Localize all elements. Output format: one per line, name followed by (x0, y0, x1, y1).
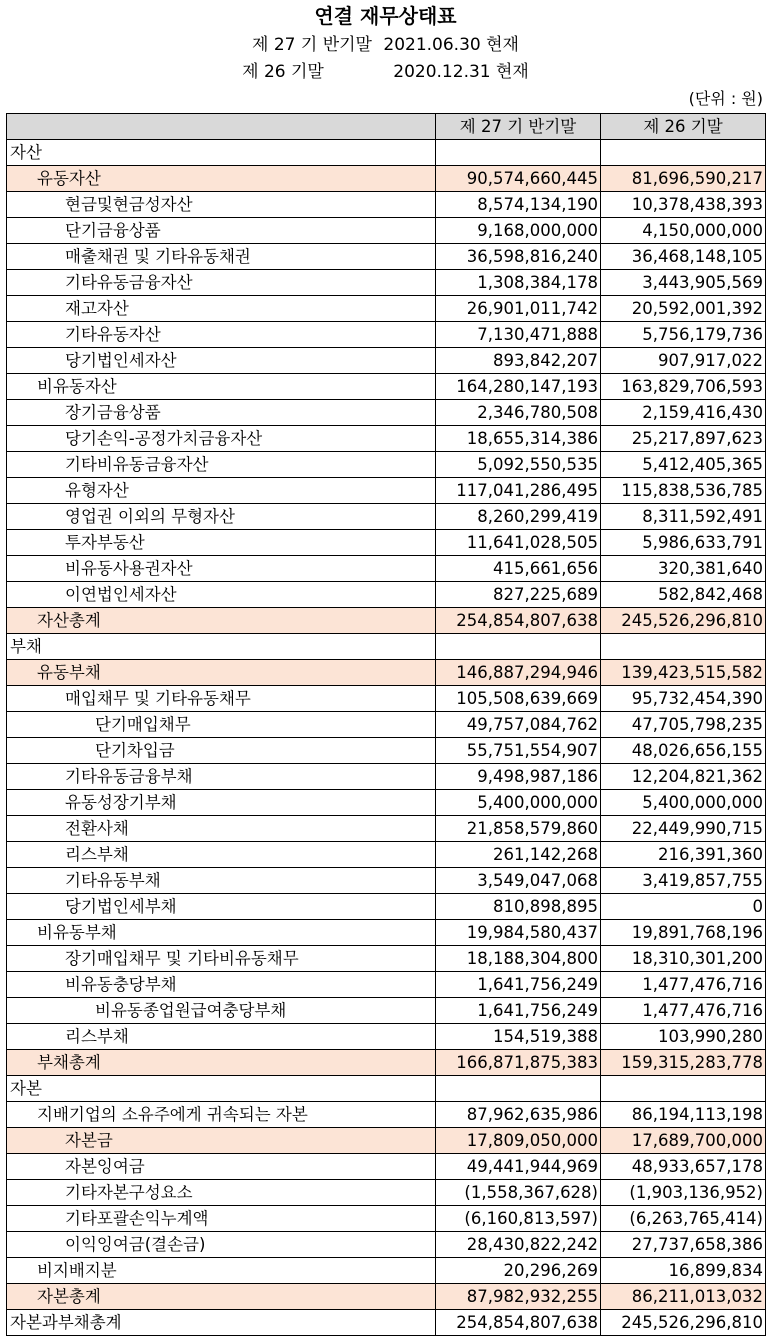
prior-period-value-cell: 27,737,658,386 (601, 1232, 766, 1258)
table-row (7, 1284, 766, 1310)
prior-period-value-cell: 95,732,454,390 (601, 686, 766, 712)
period-prior-date: 2020.12.31 현재 (393, 62, 529, 82)
account-name-cell: 부채 (7, 634, 436, 660)
current-period-value-cell: (6,160,813,597) (436, 1206, 601, 1232)
current-period-value-cell: 5,092,550,535 (436, 452, 601, 478)
account-name-cell: 이익잉여금(결손금) (7, 1232, 436, 1258)
current-period-value-cell: 55,751,554,907 (436, 738, 601, 764)
current-period-value-cell: 2,346,780,508 (436, 400, 601, 426)
table-row (7, 998, 766, 1024)
prior-period-value-cell: 1,477,476,716 (601, 972, 766, 998)
prior-period-value-cell: 20,592,001,392 (601, 296, 766, 322)
prior-period-value-cell: 3,419,857,755 (601, 868, 766, 894)
account-name-cell: 매출채권 및 기타유동채권 (7, 244, 436, 270)
table-row (7, 400, 766, 426)
prior-period-value-cell: 22,449,990,715 (601, 816, 766, 842)
table-row (7, 374, 766, 400)
table-row (7, 426, 766, 452)
prior-period-value-cell: 86,194,113,198 (601, 1102, 766, 1128)
table-row (7, 1180, 766, 1206)
table-row (7, 322, 766, 348)
prior-period-value-cell: 8,311,592,491 (601, 504, 766, 530)
account-name-cell: 장기금융상품 (7, 400, 436, 426)
table-row (7, 686, 766, 712)
account-name-cell: 현금및현금성자산 (7, 192, 436, 218)
table-row (7, 296, 766, 322)
current-period-value-cell: 21,858,579,860 (436, 816, 601, 842)
period-current-date: 2021.06.30 현재 (383, 35, 519, 55)
account-name-cell: 단기매입채무 (7, 712, 436, 738)
current-period-value-cell: 105,508,639,669 (436, 686, 601, 712)
prior-period-value-cell: 2,159,416,430 (601, 400, 766, 426)
header-account (7, 114, 436, 140)
header-prior-period: 제 26 기말 (601, 114, 766, 140)
account-name-cell: 부채총계 (7, 1050, 436, 1076)
current-period-value-cell: 154,519,388 (436, 1024, 601, 1050)
period-current (0, 33, 771, 57)
account-name-cell: 비유동부채 (7, 920, 436, 946)
current-period-value-cell: 5,400,000,000 (436, 790, 601, 816)
period-prior (0, 60, 771, 84)
prior-period-value-cell: 5,986,633,791 (601, 530, 766, 556)
table-row (7, 556, 766, 582)
current-period-value-cell: 415,661,656 (436, 556, 601, 582)
account-name-cell: 유동부채 (7, 660, 436, 686)
account-name-cell: 비유동자산 (7, 374, 436, 400)
prior-period-value-cell: 25,217,897,623 (601, 426, 766, 452)
prior-period-value-cell: 47,705,798,235 (601, 712, 766, 738)
current-period-value-cell (436, 1076, 601, 1102)
statement-title: 연결 재무상태표 (314, 4, 457, 28)
account-name-cell: 재고자산 (7, 296, 436, 322)
prior-period-value-cell: 245,526,296,810 (601, 1310, 766, 1336)
table-row (7, 894, 766, 920)
table-row (7, 218, 766, 244)
account-name-cell: 전환사채 (7, 816, 436, 842)
account-name-cell: 매입채무 및 기타유동채무 (7, 686, 436, 712)
current-period-value-cell (436, 634, 601, 660)
prior-period-value-cell: 4,150,000,000 (601, 218, 766, 244)
current-period-value-cell: 254,854,807,638 (436, 608, 601, 634)
table-row (7, 166, 766, 192)
prior-period-value-cell: 3,443,905,569 (601, 270, 766, 296)
prior-period-value-cell: 582,842,468 (601, 582, 766, 608)
prior-period-value-cell: 5,400,000,000 (601, 790, 766, 816)
account-name-cell: 자본과부채총계 (7, 1310, 436, 1336)
prior-period-value-cell: 103,990,280 (601, 1024, 766, 1050)
account-name-cell: 자본총계 (7, 1284, 436, 1310)
table-row (7, 1050, 766, 1076)
current-period-value-cell: 49,441,944,969 (436, 1154, 601, 1180)
table-row (7, 712, 766, 738)
current-period-value-cell: 36,598,816,240 (436, 244, 601, 270)
table-row (7, 452, 766, 478)
current-period-value-cell: 7,130,471,888 (436, 322, 601, 348)
prior-period-value-cell: 10,378,438,393 (601, 192, 766, 218)
table-row (7, 1102, 766, 1128)
account-name-cell: 유동자산 (7, 166, 436, 192)
prior-period-value-cell: 36,468,148,105 (601, 244, 766, 270)
current-period-value-cell: 810,898,895 (436, 894, 601, 920)
account-name-cell: 당기법인세자산 (7, 348, 436, 374)
prior-period-value-cell: 17,689,700,000 (601, 1128, 766, 1154)
account-name-cell: 당기손익-공정가치금융자산 (7, 426, 436, 452)
table-row (7, 140, 766, 166)
prior-period-value-cell: 159,315,283,778 (601, 1050, 766, 1076)
prior-period-value-cell: 115,838,536,785 (601, 478, 766, 504)
prior-period-value-cell: 48,026,656,155 (601, 738, 766, 764)
account-name-cell: 자본금 (7, 1128, 436, 1154)
current-period-value-cell: 9,168,000,000 (436, 218, 601, 244)
table-row (7, 530, 766, 556)
current-period-value-cell: 1,641,756,249 (436, 972, 601, 998)
current-period-value-cell: 8,574,134,190 (436, 192, 601, 218)
prior-period-value-cell: 216,391,360 (601, 842, 766, 868)
current-period-value-cell: 261,142,268 (436, 842, 601, 868)
header-current-period: 제 27 기 반기말 (436, 114, 601, 140)
table-row (7, 1076, 766, 1102)
table-row (7, 478, 766, 504)
table-row (7, 1206, 766, 1232)
table-body (7, 140, 766, 1336)
current-period-value-cell: 11,641,028,505 (436, 530, 601, 556)
table-row (7, 1232, 766, 1258)
current-period-value-cell: 254,854,807,638 (436, 1310, 601, 1336)
current-period-value-cell: 1,641,756,249 (436, 998, 601, 1024)
prior-period-value-cell: 1,477,476,716 (601, 998, 766, 1024)
prior-period-value-cell: 0 (601, 894, 766, 920)
prior-period-value-cell: 12,204,821,362 (601, 764, 766, 790)
prior-period-value-cell: 907,917,022 (601, 348, 766, 374)
table-row (7, 790, 766, 816)
account-name-cell: 당기법인세부채 (7, 894, 436, 920)
table-row (7, 634, 766, 660)
current-period-value-cell: 28,430,822,242 (436, 1232, 601, 1258)
current-period-value-cell (436, 140, 601, 166)
current-period-value-cell: 87,982,932,255 (436, 1284, 601, 1310)
account-name-cell: 기타유동자산 (7, 322, 436, 348)
account-name-cell: 리스부채 (7, 1024, 436, 1050)
account-name-cell: 장기매입채무 및 기타비유동채무 (7, 946, 436, 972)
table-row (7, 244, 766, 270)
table-row (7, 816, 766, 842)
current-period-value-cell: 827,225,689 (436, 582, 601, 608)
table-row (7, 738, 766, 764)
account-name-cell: 영업권 이외의 무형자산 (7, 504, 436, 530)
table-row (7, 1310, 766, 1336)
table-row (7, 946, 766, 972)
prior-period-value-cell: (6,263,765,414) (601, 1206, 766, 1232)
table-row (7, 192, 766, 218)
table-row (7, 348, 766, 374)
table-row (7, 868, 766, 894)
current-period-value-cell: 17,809,050,000 (436, 1128, 601, 1154)
prior-period-value-cell: 163,829,706,593 (601, 374, 766, 400)
current-period-value-cell: 8,260,299,419 (436, 504, 601, 530)
current-period-value-cell: 18,655,314,386 (436, 426, 601, 452)
current-period-value-cell: 87,962,635,986 (436, 1102, 601, 1128)
account-name-cell: 기타자본구성요소 (7, 1180, 436, 1206)
current-period-value-cell: 1,308,384,178 (436, 270, 601, 296)
period-prior-label: 제 26 기말 (242, 62, 324, 82)
account-name-cell: 자산총계 (7, 608, 436, 634)
prior-period-value-cell: 19,891,768,196 (601, 920, 766, 946)
table-row (7, 608, 766, 634)
account-name-cell: 리스부채 (7, 842, 436, 868)
prior-period-value-cell: 18,310,301,200 (601, 946, 766, 972)
current-period-value-cell: 9,498,987,186 (436, 764, 601, 790)
table-row (7, 972, 766, 998)
account-name-cell: 기타포괄손익누계액 (7, 1206, 436, 1232)
account-name-cell: 비유동종업원급여충당부채 (7, 998, 436, 1024)
current-period-value-cell: 19,984,580,437 (436, 920, 601, 946)
prior-period-value-cell: 86,211,013,032 (601, 1284, 766, 1310)
table-row (7, 504, 766, 530)
account-name-cell: 유형자산 (7, 478, 436, 504)
table-row (7, 842, 766, 868)
table-row (7, 920, 766, 946)
account-name-cell: 기타유동부채 (7, 868, 436, 894)
account-name-cell: 이연법인세자산 (7, 582, 436, 608)
unit-label: (단위 : 원) (688, 89, 763, 108)
account-name-cell: 자본 (7, 1076, 436, 1102)
prior-period-value-cell: 16,899,834 (601, 1258, 766, 1284)
account-name-cell: 단기차입금 (7, 738, 436, 764)
current-period-value-cell: 166,871,875,383 (436, 1050, 601, 1076)
table-row (7, 1128, 766, 1154)
current-period-value-cell: 20,296,269 (436, 1258, 601, 1284)
prior-period-value-cell (601, 634, 766, 660)
current-period-value-cell: (1,558,367,628) (436, 1180, 601, 1206)
account-name-cell: 기타유동금융부채 (7, 764, 436, 790)
prior-period-value-cell: 5,412,405,365 (601, 452, 766, 478)
account-name-cell: 비유동사용권자산 (7, 556, 436, 582)
prior-period-value-cell: 81,696,590,217 (601, 166, 766, 192)
current-period-value-cell: 117,041,286,495 (436, 478, 601, 504)
period-current-label: 제 27 기 반기말 (252, 35, 372, 55)
current-period-value-cell: 893,842,207 (436, 348, 601, 374)
current-period-value-cell: 164,280,147,193 (436, 374, 601, 400)
table-row (7, 764, 766, 790)
account-name-cell: 지배기업의 소유주에게 귀속되는 자본 (7, 1102, 436, 1128)
prior-period-value-cell: 320,381,640 (601, 556, 766, 582)
current-period-value-cell: 90,574,660,445 (436, 166, 601, 192)
account-name-cell: 비지배지분 (7, 1258, 436, 1284)
prior-period-value-cell: 139,423,515,582 (601, 660, 766, 686)
account-name-cell: 기타유동금융자산 (7, 270, 436, 296)
table-row (7, 1024, 766, 1050)
table-row (7, 660, 766, 686)
prior-period-value-cell: 245,526,296,810 (601, 608, 766, 634)
prior-period-value-cell: 48,933,657,178 (601, 1154, 766, 1180)
prior-period-value-cell (601, 1076, 766, 1102)
current-period-value-cell: 146,887,294,946 (436, 660, 601, 686)
account-name-cell: 기타비유동금융자산 (7, 452, 436, 478)
table-row (7, 1154, 766, 1180)
current-period-value-cell: 18,188,304,800 (436, 946, 601, 972)
balance-sheet-table (6, 113, 766, 1336)
account-name-cell: 유동성장기부채 (7, 790, 436, 816)
current-period-value-cell: 3,549,047,068 (436, 868, 601, 894)
current-period-value-cell: 49,757,084,762 (436, 712, 601, 738)
account-name-cell: 자산 (7, 140, 436, 166)
account-name-cell: 자본잉여금 (7, 1154, 436, 1180)
prior-period-value-cell (601, 140, 766, 166)
account-name-cell: 투자부동산 (7, 530, 436, 556)
current-period-value-cell: 26,901,011,742 (436, 296, 601, 322)
prior-period-value-cell: 5,756,179,736 (601, 322, 766, 348)
table-header-row (7, 114, 766, 140)
table-row (7, 1258, 766, 1284)
account-name-cell: 비유동충당부채 (7, 972, 436, 998)
account-name-cell: 단기금융상품 (7, 218, 436, 244)
table-row (7, 270, 766, 296)
prior-period-value-cell: (1,903,136,952) (601, 1180, 766, 1206)
table-row (7, 582, 766, 608)
